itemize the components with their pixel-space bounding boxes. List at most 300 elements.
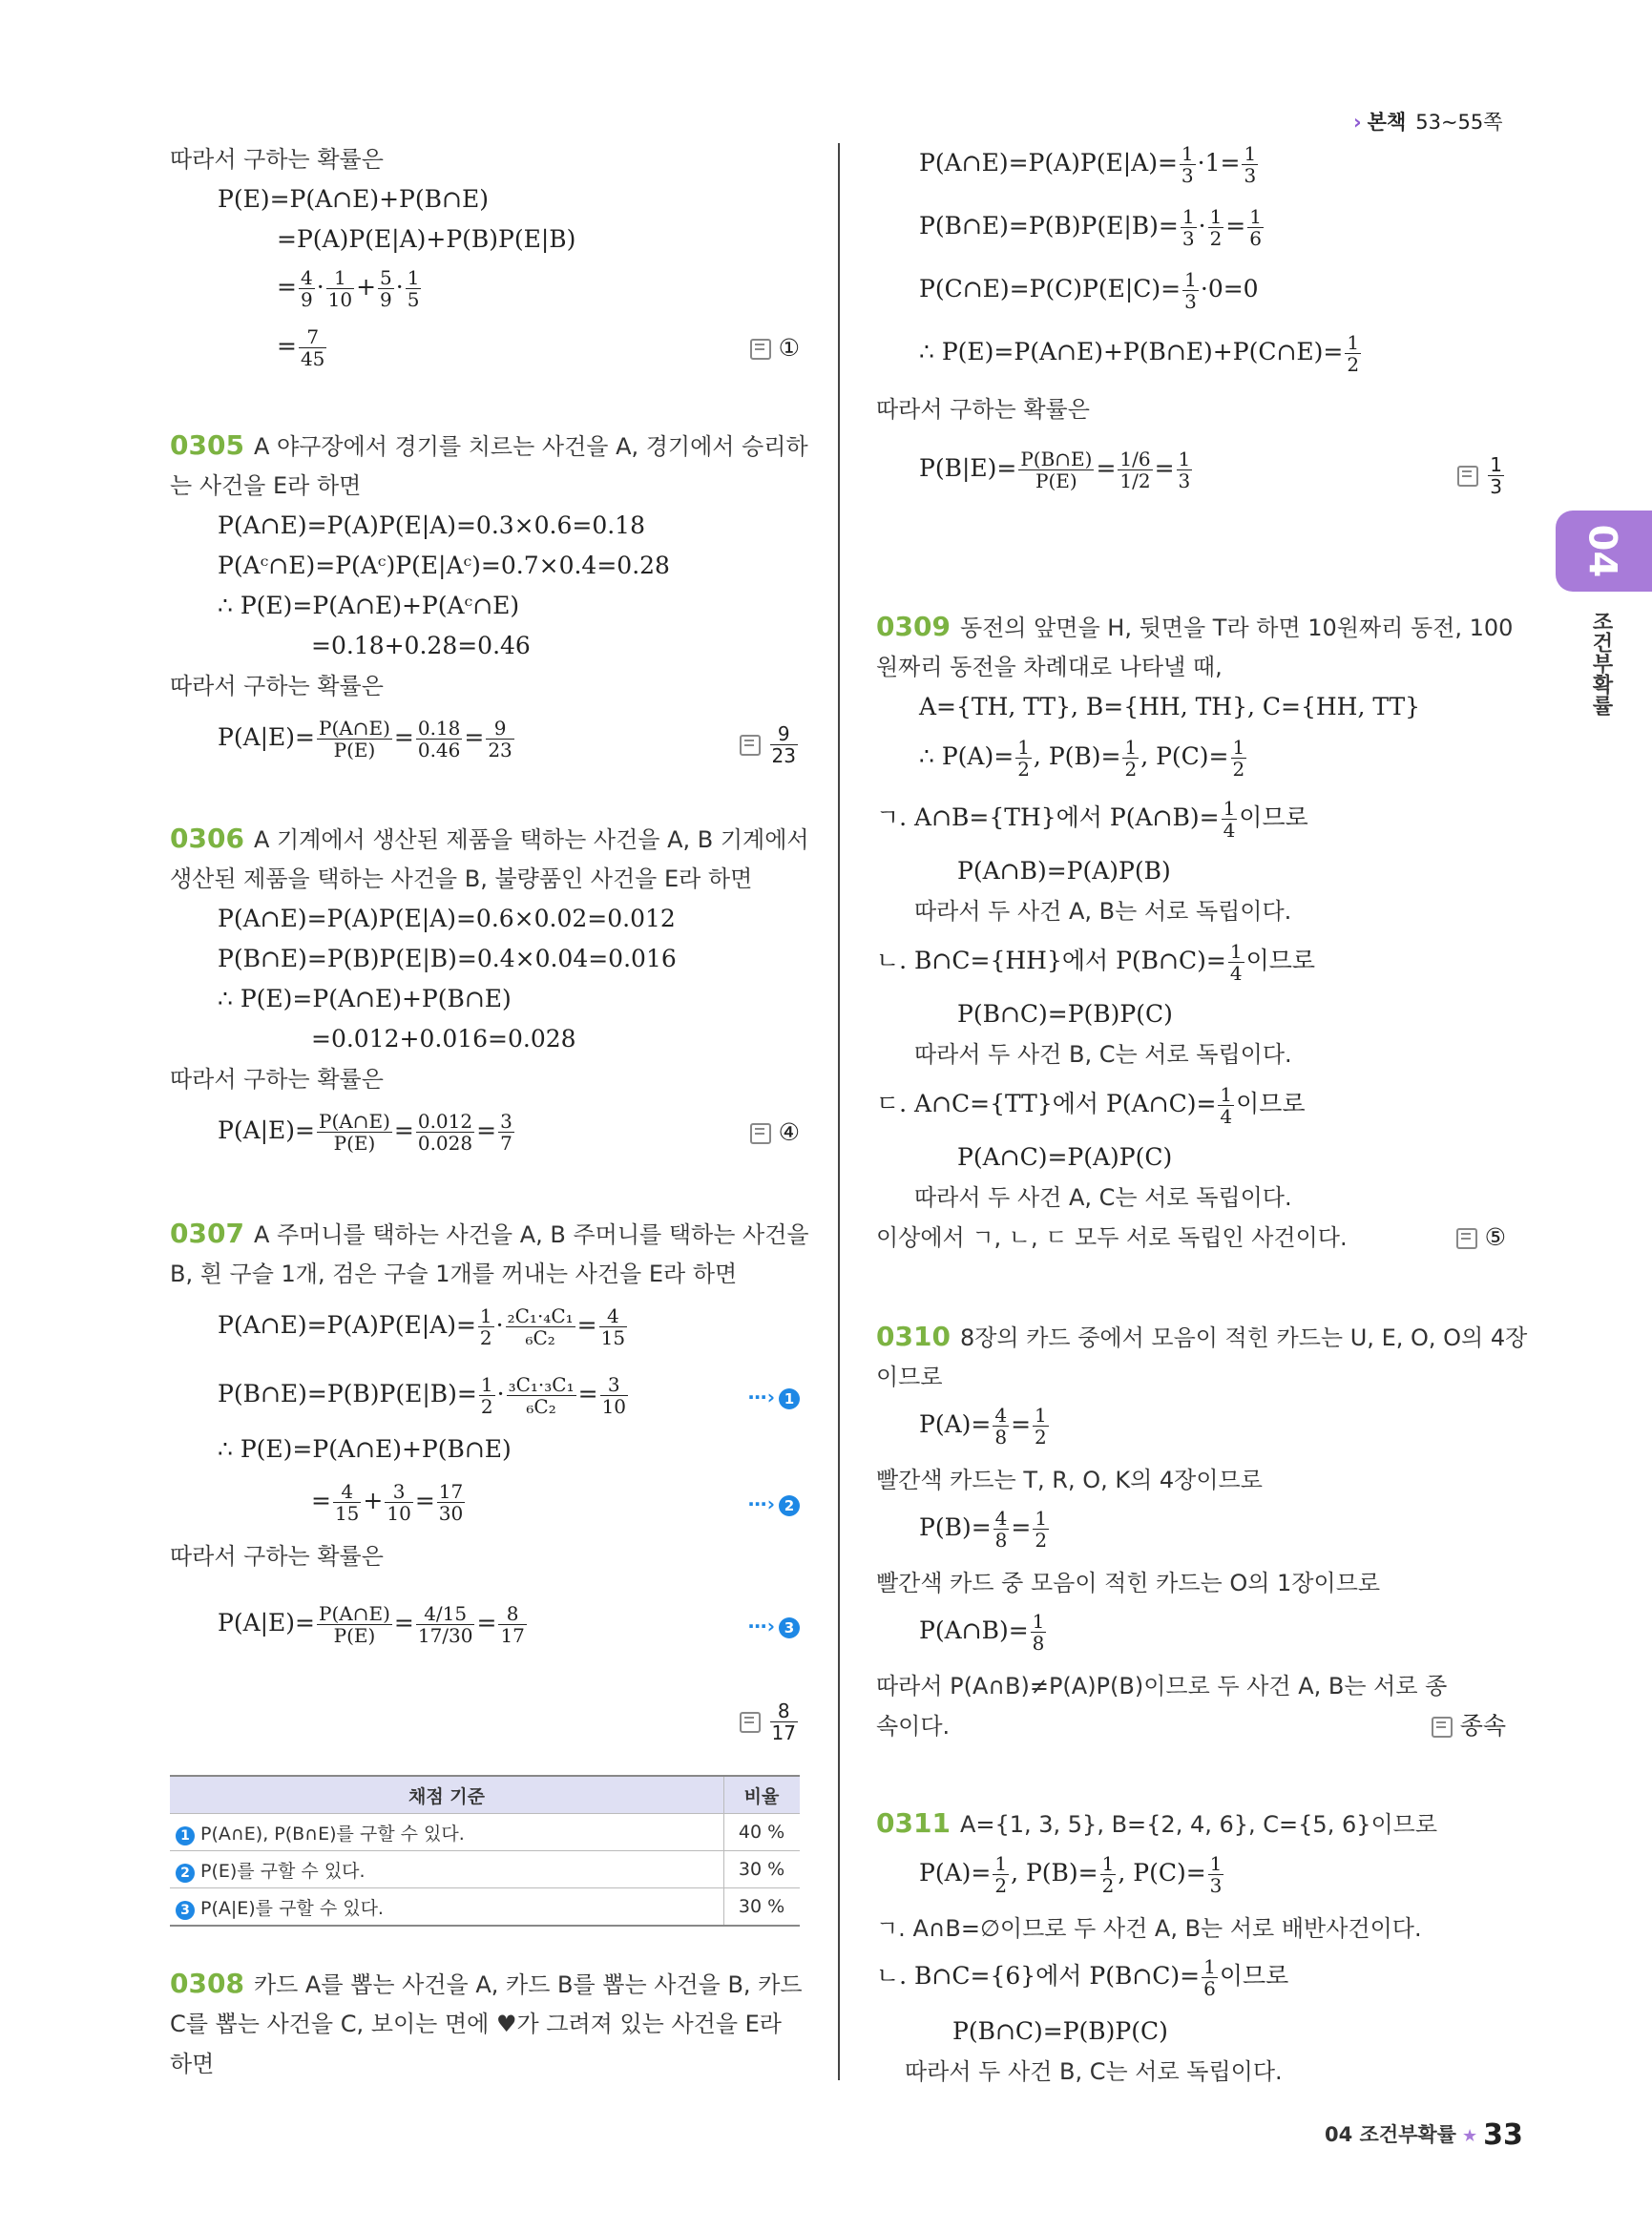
- fraction-numerator: 1: [326, 267, 354, 289]
- math-text: =: [277, 332, 297, 360]
- fraction-numerator: 4/15: [416, 1603, 475, 1625]
- fraction-denominator: 1/2: [1119, 469, 1151, 492]
- fraction-numerator: 3: [500, 1110, 512, 1133]
- rubric-header-ratio: 비율: [724, 1776, 801, 1814]
- dotted-arrow-icon: ⋯›: [747, 1615, 775, 1637]
- solution-line: =0.012+0.016=0.028: [311, 1025, 576, 1053]
- fraction: [599, 1305, 627, 1348]
- problem-text: A={1, 3, 5}, B={2, 4, 6}, C={5, 6}이므로: [959, 1811, 1438, 1838]
- fraction-denominator: 2: [1035, 1426, 1047, 1449]
- fraction-numerator: 4: [333, 1481, 361, 1503]
- math-text: +: [356, 273, 377, 301]
- problem-text: 8장의 카드 중에서 모음이 적힌 카드는 U, E, O, O의 4장: [959, 1324, 1528, 1351]
- fraction-numerator: 1: [480, 1373, 493, 1396]
- math-text: ·: [316, 273, 324, 301]
- math-text: P(C∩E)=P(C)P(E|C)=: [919, 275, 1181, 302]
- fraction-numerator: 1: [1347, 331, 1360, 354]
- solution-line: 따라서 구하는 확률은: [876, 396, 1090, 423]
- math-text: =: [577, 1380, 598, 1407]
- fraction-numerator: 1: [1209, 205, 1223, 228]
- fraction: [1208, 1853, 1224, 1896]
- fraction-denominator: 3: [1178, 469, 1191, 492]
- solution-line: P(B∩C)=P(B)P(C): [957, 1000, 1173, 1028]
- fraction: [1222, 798, 1238, 841]
- fraction: [1181, 206, 1197, 249]
- fraction: [600, 1374, 628, 1417]
- solution-line: 따라서 구하는 확률은: [170, 1543, 384, 1570]
- solution-line: 하면: [170, 2051, 215, 2077]
- fraction: [1488, 454, 1504, 497]
- fraction: [1228, 941, 1244, 984]
- math-text: , P(C)=: [1118, 1859, 1206, 1887]
- rubric-ratio: 40 %: [724, 1814, 801, 1851]
- fraction-numerator: 0.18: [417, 717, 461, 740]
- problem-heading: [876, 611, 1513, 644]
- fraction-numerator: P(A∩E): [319, 1602, 390, 1625]
- problem-number: 0306: [170, 823, 244, 854]
- solution-line: [876, 941, 1315, 984]
- fraction-numerator: 4: [300, 266, 313, 289]
- math-text: ㄱ. A∩B={TH}에서 P(A∩B)=: [876, 803, 1220, 831]
- problem-number: 0310: [876, 1321, 951, 1352]
- math-text: , P(B)=: [1033, 742, 1121, 770]
- fraction-denominator: ₆C₂: [525, 1326, 555, 1349]
- header-pages: 53~55쪽: [1415, 111, 1503, 134]
- step-number: 2: [779, 1495, 800, 1516]
- fraction-denominator: 8: [1032, 1632, 1045, 1655]
- fraction-numerator: 1: [1124, 736, 1138, 759]
- solution-line: 속이다.: [876, 1713, 951, 1740]
- fraction: [416, 1603, 475, 1646]
- problem-heading: [170, 1218, 809, 1251]
- fraction-denominator: P(E): [333, 1132, 376, 1155]
- dotted-arrow-icon: ⋯›: [747, 1492, 775, 1515]
- solution-line: 따라서 구하는 확률은: [170, 146, 384, 173]
- fraction: [770, 1700, 798, 1743]
- column-divider: [838, 143, 840, 2080]
- fraction-denominator: 2: [1209, 227, 1223, 250]
- fraction-denominator: 4: [1220, 1105, 1233, 1128]
- solution-line: [919, 1508, 1051, 1551]
- fraction-numerator: 0.012: [417, 1110, 473, 1133]
- rubric-criteria: [170, 1851, 724, 1888]
- fraction: [498, 1111, 514, 1154]
- math-text: =: [1011, 1410, 1032, 1438]
- step-marker: [748, 1615, 800, 1638]
- fraction-denominator: P(E): [1035, 469, 1077, 492]
- math-text: =: [393, 723, 414, 751]
- math-text: P(B)=: [919, 1513, 992, 1541]
- fraction-numerator: 1: [1220, 1083, 1233, 1106]
- problem-text: 카드 A를 뽑는 사건을 A, 카드 B를 뽑는 사건을 B, 카드: [253, 1971, 803, 1998]
- answer-icon: [750, 339, 771, 360]
- page-footer: [1325, 2118, 1523, 2152]
- fraction-numerator: 1: [1184, 268, 1197, 291]
- fraction: [993, 1853, 1009, 1896]
- math-text: +: [363, 1487, 384, 1514]
- fraction-numerator: 1: [1203, 1955, 1216, 1978]
- fraction: [1033, 1508, 1049, 1551]
- solution-line: [919, 1405, 1051, 1448]
- fraction: [378, 267, 394, 310]
- fraction-denominator: 3: [1209, 1874, 1223, 1897]
- math-text: =: [476, 1609, 497, 1637]
- math-text: P(A)=: [919, 1410, 992, 1438]
- fraction-numerator: 1: [1232, 736, 1245, 759]
- fraction-numerator: 3: [600, 1374, 628, 1396]
- solution-line: [277, 267, 423, 310]
- answer-value: 종속: [1459, 1712, 1506, 1740]
- solution-line: [311, 1481, 467, 1524]
- problem-heading: [170, 429, 808, 463]
- solution-line: 이므로: [876, 1364, 943, 1390]
- fraction-denominator: 4: [1223, 819, 1236, 842]
- math-text: P(B∩E)=P(B)P(E|B)=: [218, 1380, 477, 1407]
- solution-line: [919, 269, 1259, 312]
- fraction-denominator: 17/30: [417, 1624, 473, 1647]
- solution-line: 따라서 두 사건 B, C는 서로 독립이다.: [905, 2058, 1283, 2085]
- fraction-denominator: 7: [500, 1132, 512, 1155]
- fraction-denominator: 3: [1181, 164, 1194, 187]
- fraction: [416, 1111, 474, 1154]
- math-text: P(A|E)=: [218, 1116, 316, 1144]
- solution-line: ∴ P(E)=P(A∩E)+P(B∩E): [218, 1435, 512, 1463]
- answer-mark: [740, 1700, 800, 1743]
- problem-number: 0307: [170, 1218, 244, 1249]
- fraction: [1242, 143, 1258, 186]
- fraction: [486, 718, 513, 761]
- solution-line: [218, 1111, 516, 1154]
- fraction-denominator: 10: [601, 1395, 627, 1418]
- math-text: 이므로: [1239, 803, 1308, 831]
- star-icon: ★: [1461, 2126, 1478, 2146]
- fraction: [993, 1405, 1009, 1448]
- fraction: [437, 1481, 465, 1524]
- solution-line: [919, 1611, 1048, 1654]
- math-text: =: [393, 1116, 414, 1144]
- solution-line: ㄱ. A∩B=∅이므로 두 사건 A, B는 서로 배반사건이다.: [876, 1915, 1422, 1942]
- step-number: 2: [176, 1864, 195, 1883]
- fraction-numerator: P(A∩E): [319, 717, 390, 740]
- page-number: 33: [1483, 2118, 1523, 2152]
- fraction-denominator: 2: [1347, 353, 1360, 376]
- fraction: [478, 1305, 494, 1348]
- answer-value: ①: [778, 334, 800, 362]
- fraction-numerator: 1: [1035, 1404, 1047, 1427]
- fraction: [317, 1111, 392, 1154]
- math-text: ㄷ. A∩C={TT}에서 P(A∩C)=: [876, 1090, 1217, 1117]
- fraction-numerator: 7: [299, 326, 326, 348]
- fraction-numerator: 17: [438, 1480, 464, 1503]
- fraction-denominator: 0.028: [417, 1132, 473, 1155]
- math-text: =: [476, 1116, 497, 1144]
- math-text: =: [1011, 1513, 1032, 1541]
- math-text: ∴ P(E)=P(A∩E)+P(B∩E)+P(C∩E)=: [919, 338, 1344, 365]
- solution-line: 따라서 두 사건 A, C는 서로 독립이다.: [914, 1184, 1292, 1211]
- fraction: [507, 1374, 576, 1417]
- fraction-numerator: 1: [1017, 736, 1030, 759]
- fraction: [770, 723, 798, 766]
- fraction: [993, 1508, 1010, 1551]
- problem-text: A 야구장에서 경기를 치르는 사건을 A, 경기에서 승리하: [253, 433, 808, 460]
- solution-line: [876, 1956, 1288, 1999]
- step-number: 3: [779, 1617, 800, 1638]
- fraction-numerator: 8: [498, 1603, 526, 1625]
- math-text: ·: [395, 273, 404, 301]
- fraction-denominator: 15: [334, 1502, 360, 1525]
- fraction: [1180, 143, 1196, 186]
- fraction-denominator: 23: [488, 739, 512, 761]
- solution-line: P(A∩E)=P(A)P(E|A)=0.3×0.6=0.18: [218, 511, 645, 539]
- problem-number: 0311: [876, 1807, 951, 1839]
- solution-line: 원짜리 동전을 차례대로 나타낼 때,: [876, 654, 1223, 680]
- fraction-numerator: 1: [1101, 1852, 1115, 1875]
- answer-icon: [740, 735, 761, 756]
- fraction-denominator: 2: [1232, 758, 1245, 781]
- fraction-numerator: P(A∩E): [319, 1110, 390, 1133]
- rubric-header-criteria: 채점 기준: [170, 1776, 724, 1814]
- problem-text: 동전의 앞면을 H, 뒷면을 T라 하면 10원짜리 동전, 100: [959, 615, 1514, 641]
- fraction-denominator: 2: [480, 1395, 493, 1418]
- answer-mark: [1432, 1710, 1506, 1742]
- step-marker: [748, 1386, 800, 1409]
- fraction-denominator: 3: [1184, 290, 1197, 313]
- math-text: =: [464, 723, 485, 751]
- rubric-header-row: [170, 1776, 800, 1814]
- math-text: ·: [1198, 212, 1206, 240]
- solution-line: P(A∩E)=P(A)P(E|A)=0.6×0.02=0.012: [218, 905, 676, 932]
- answer-icon: [1457, 466, 1478, 487]
- fraction-denominator: 2: [1124, 758, 1138, 781]
- math-text: 이므로: [1245, 947, 1316, 974]
- fraction: [1100, 1853, 1117, 1896]
- solution-line: [218, 718, 516, 761]
- answer-mark: [1456, 1221, 1506, 1254]
- fraction-denominator: 2: [1017, 758, 1030, 781]
- fraction-denominator: 6: [1203, 1977, 1216, 2000]
- fraction-numerator: 5: [380, 266, 392, 289]
- math-text: P(A|E)=: [218, 723, 316, 751]
- solution-line: =P(A)P(E|A)+P(B)P(E|B): [277, 225, 576, 253]
- fraction: [1208, 206, 1224, 249]
- fraction-numerator: 9: [486, 718, 513, 740]
- rubric-row: [170, 1814, 800, 1851]
- math-text: P(A∩E)=P(A)P(E|A)=: [919, 149, 1178, 177]
- fraction-denominator: 10: [327, 288, 353, 311]
- fraction: [406, 267, 422, 310]
- solution-line: [218, 1603, 529, 1646]
- answer-value: ⑤: [1484, 1223, 1506, 1251]
- rubric-row: [170, 1888, 800, 1927]
- math-text: ㄴ. B∩C={HH}에서 P(B∩C)=: [876, 947, 1226, 974]
- fraction: [1018, 448, 1094, 491]
- fraction-denominator: ₆C₂: [526, 1395, 556, 1418]
- fraction-denominator: 5: [407, 288, 420, 311]
- fraction-numerator: 1: [1035, 1507, 1048, 1530]
- rubric-ratio: 30 %: [724, 1851, 801, 1888]
- fraction: [1033, 1405, 1049, 1448]
- solution-line: 빨간색 카드 중 모음이 적힌 카드는 O의 1장이므로: [876, 1570, 1381, 1596]
- fraction-numerator: 1: [1032, 1610, 1045, 1633]
- fraction-denominator: 17: [771, 1721, 796, 1744]
- fraction: [326, 267, 354, 310]
- header-book: 본책: [1367, 111, 1407, 134]
- solution-line: [218, 1374, 630, 1417]
- math-text: ·: [496, 1380, 505, 1407]
- solution-line: [919, 206, 1265, 249]
- fraction: [1218, 1084, 1234, 1127]
- rubric-criteria-text: P(A∩E), P(B∩E)를 구할 수 있다.: [200, 1823, 465, 1845]
- fraction-numerator: 8: [770, 1700, 798, 1722]
- solution-line: 따라서 구하는 확률은: [170, 1066, 384, 1093]
- fraction-denominator: 2: [479, 1326, 492, 1349]
- answer-icon: [1432, 1717, 1453, 1738]
- math-text: ㄴ. B∩C={6}에서 P(B∩C)=: [876, 1962, 1201, 1990]
- solution-line: [919, 737, 1248, 780]
- math-text: , P(B)=: [1011, 1859, 1098, 1887]
- math-text: P(A|E)=: [218, 1609, 316, 1637]
- rubric-row: [170, 1851, 800, 1888]
- solution-line: [277, 326, 328, 369]
- fraction-denominator: 8: [994, 1529, 1008, 1552]
- math-text: P(A∩B)=: [919, 1616, 1029, 1644]
- solution-line: =0.18+0.28=0.46: [311, 632, 531, 659]
- fraction: [299, 326, 326, 369]
- fraction-denominator: 3: [1490, 475, 1502, 498]
- fraction-denominator: 2: [1101, 1874, 1115, 1897]
- fraction-denominator: 6: [1249, 227, 1262, 250]
- fraction: [385, 1481, 412, 1524]
- math-text: =: [311, 1487, 331, 1514]
- problem-text: A 기계에서 생산된 제품을 택하는 사건을 A, B 기계에서: [253, 826, 809, 853]
- math-text: =: [393, 1609, 414, 1637]
- fraction-numerator: 1: [1178, 448, 1191, 470]
- problem-number: 0305: [170, 429, 244, 461]
- scoring-rubric-table: [170, 1775, 800, 1927]
- fraction-numerator: 1: [407, 266, 420, 289]
- solution-line: C를 뽑는 사건을 C, 보이는 면에 ♥가 그려져 있는 사건을 E라: [170, 2011, 782, 2037]
- fraction-denominator: 23: [771, 744, 796, 767]
- problem-heading: [170, 823, 809, 856]
- fraction-numerator: 1/6: [1119, 448, 1151, 470]
- math-text: =: [1225, 212, 1246, 240]
- fraction: [1345, 332, 1361, 375]
- fraction-denominator: 9: [380, 288, 392, 311]
- fraction-numerator: 1: [479, 1304, 492, 1327]
- fraction: [1231, 737, 1247, 780]
- fraction-denominator: 8: [994, 1426, 1008, 1449]
- answer-mark: [740, 723, 800, 766]
- solution-line: A={TH, TT}, B={HH, TH}, C={HH, TT}: [919, 693, 1421, 720]
- solution-line: P(A∩C)=P(A)P(C): [957, 1143, 1173, 1171]
- fraction-numerator: 1: [1209, 1852, 1223, 1875]
- fraction: [1247, 206, 1264, 249]
- fraction: [1202, 1956, 1218, 1999]
- math-text: 이므로: [1219, 1962, 1289, 1990]
- step-marker: [748, 1492, 800, 1516]
- math-text: ·1=: [1197, 149, 1241, 177]
- fraction-numerator: 9: [770, 723, 798, 745]
- fraction-numerator: 4: [599, 1305, 627, 1327]
- fraction: [1031, 1611, 1047, 1654]
- problem-heading: [876, 1321, 1527, 1354]
- answer-mark: [1457, 454, 1506, 497]
- page-header: [1353, 107, 1503, 136]
- fraction: [1177, 448, 1193, 491]
- answer-icon: [740, 1712, 761, 1733]
- fraction-numerator: 1: [1229, 940, 1243, 963]
- math-text: 이므로: [1236, 1090, 1306, 1117]
- fraction-denominator: 30: [438, 1502, 464, 1525]
- math-text: P(A)=: [919, 1859, 992, 1887]
- rubric-criteria: [170, 1888, 724, 1927]
- solution-line: [919, 448, 1194, 491]
- answer-mark: [750, 332, 800, 365]
- chevron-right-icon: ›: [1353, 111, 1362, 134]
- fraction: [479, 1374, 495, 1417]
- math-text: =: [576, 1311, 597, 1339]
- fraction-numerator: 1: [1181, 205, 1195, 228]
- solution-line: [919, 143, 1260, 186]
- solution-line: 빨간색 카드는 T, R, O, K의 4장이므로: [876, 1467, 1263, 1493]
- math-text: P(B|E)=: [919, 454, 1017, 482]
- fraction-numerator: ₃C₁·₃C₁: [508, 1373, 575, 1396]
- fraction-denominator: 2: [994, 1874, 1008, 1897]
- solution-line: [876, 1084, 1306, 1127]
- fraction-numerator: 4: [994, 1404, 1008, 1427]
- fraction-numerator: 1: [1181, 142, 1194, 165]
- fraction: [1118, 448, 1152, 491]
- math-text: ·: [495, 1311, 504, 1339]
- math-text: =: [1096, 454, 1117, 482]
- fraction: [1122, 737, 1139, 780]
- fraction-denominator: 10: [387, 1502, 411, 1525]
- rubric-ratio: 30 %: [724, 1888, 801, 1927]
- solution-line: [919, 1853, 1225, 1896]
- fraction-denominator: 3: [1181, 227, 1195, 250]
- solution-line: 는 사건을 E라 하면: [170, 472, 362, 499]
- math-text: ·0=0: [1200, 275, 1259, 302]
- solution-line: ∴ P(E)=P(A∩E)+P(Aᶜ∩E): [218, 592, 520, 619]
- solution-line: 따라서 P(A∩B)≠P(A)P(B)이므로 두 사건 A, B는 서로 종: [876, 1673, 1448, 1699]
- fraction: [1015, 737, 1032, 780]
- solution-line: [218, 1305, 629, 1348]
- step-number: 1: [779, 1388, 800, 1409]
- problem-heading: [876, 1807, 1437, 1841]
- fraction-numerator: ₂C₁·₄C₁: [507, 1304, 574, 1327]
- problem-heading: [170, 1968, 803, 2001]
- solution-line: 생산된 제품을 택하는 사건을 B, 불량품인 사건을 E라 하면: [170, 865, 753, 892]
- fraction-denominator: 15: [600, 1326, 626, 1349]
- solution-line: P(Aᶜ∩E)=P(Aᶜ)P(E|Aᶜ)=0.7×0.4=0.28: [218, 552, 670, 579]
- fraction-numerator: 1: [1244, 142, 1257, 165]
- fraction-numerator: 1: [1249, 205, 1262, 228]
- fraction-denominator: 17: [500, 1624, 525, 1647]
- solution-line: 이상에서 ㄱ, ㄴ, ㄷ 모두 서로 독립인 사건이다.: [876, 1224, 1348, 1251]
- solution-line: [919, 332, 1363, 375]
- math-text: =: [277, 273, 297, 301]
- fraction: [299, 267, 315, 310]
- solution-line: 따라서 두 사건 A, B는 서로 독립이다.: [914, 898, 1292, 925]
- solution-line: P(E)=P(A∩E)+P(B∩E): [218, 185, 489, 213]
- fraction-numerator: 1: [1223, 797, 1236, 820]
- math-text: ∴ P(A)=: [919, 742, 1014, 770]
- problem-number: 0308: [170, 1968, 244, 1999]
- footer-chapter: 04 조건부확률: [1325, 2123, 1456, 2146]
- fraction-denominator: 4: [1229, 962, 1243, 985]
- fraction: [317, 718, 392, 761]
- solution-line: 따라서 두 사건 B, C는 서로 독립이다.: [914, 1041, 1292, 1068]
